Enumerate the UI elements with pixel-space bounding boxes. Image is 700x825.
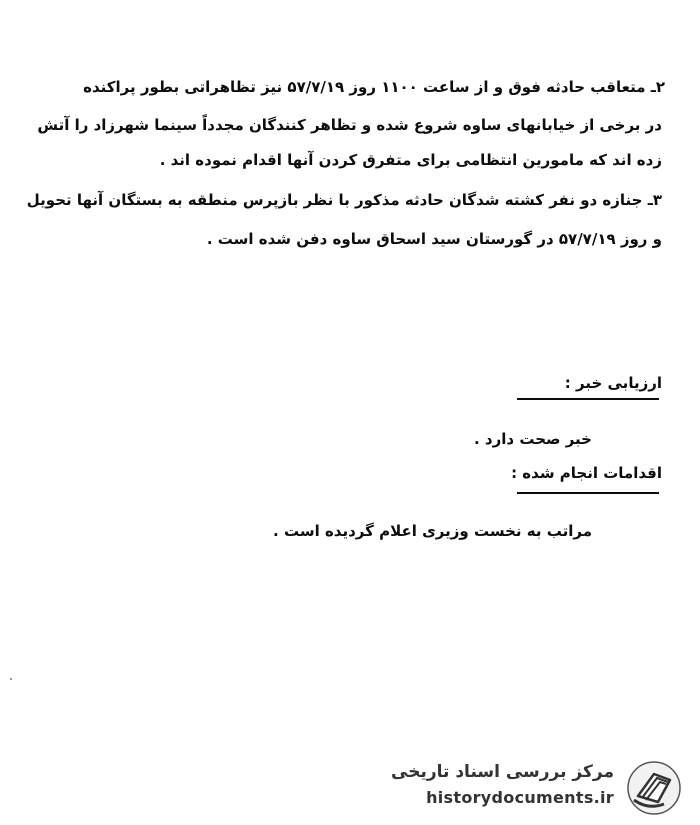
actions-heading: اقدامات انجام شده : bbox=[511, 464, 662, 482]
paragraph-3-line-2: و روز ۵۷/۷/۱۹ در گورستان سید اسحاق ساوه دفن شده است . bbox=[206, 230, 662, 248]
assessment-heading: ارزیابی خبر : bbox=[564, 374, 662, 392]
watermark-name: مرکز بررسی اسناد تاریخی bbox=[391, 762, 614, 782]
paragraph-2-line-3: زده اند که مامورین انتظامی برای متفرق کردن آنها اقدام نموده اند . bbox=[159, 151, 662, 169]
watermark bbox=[391, 756, 690, 818]
assessment-text: خبر صحت دارد . bbox=[474, 430, 592, 448]
watermark-site: historydocuments.ir bbox=[426, 788, 614, 807]
scan-speck bbox=[10, 678, 12, 680]
actions-underline bbox=[517, 492, 659, 494]
book-pages-icon bbox=[624, 760, 684, 816]
paragraph-3-line-1: ۳ـ جنازه دو نفر کشته شدگان حادثه مذکور با نظر بازپرس منطقه به بستگان آنها تحویل bbox=[26, 191, 662, 209]
paragraph-2-line-2: در برخی از خیابانهای ساوه شروع شده و تظاهر کنندگان مجدداً سینما شهرزاد را آتش bbox=[37, 116, 662, 134]
paragraph-2-line-1: ۲ـ متعاقب حادثه فوق و از ساعت ۱۱۰۰ روز ۵۷/۷/۱۹ نیز تظاهراتی بطور پراکنده bbox=[83, 78, 665, 96]
assessment-underline bbox=[517, 398, 659, 400]
actions-text: مراتب به نخست وزیری اعلام گردیده است . bbox=[273, 522, 592, 540]
